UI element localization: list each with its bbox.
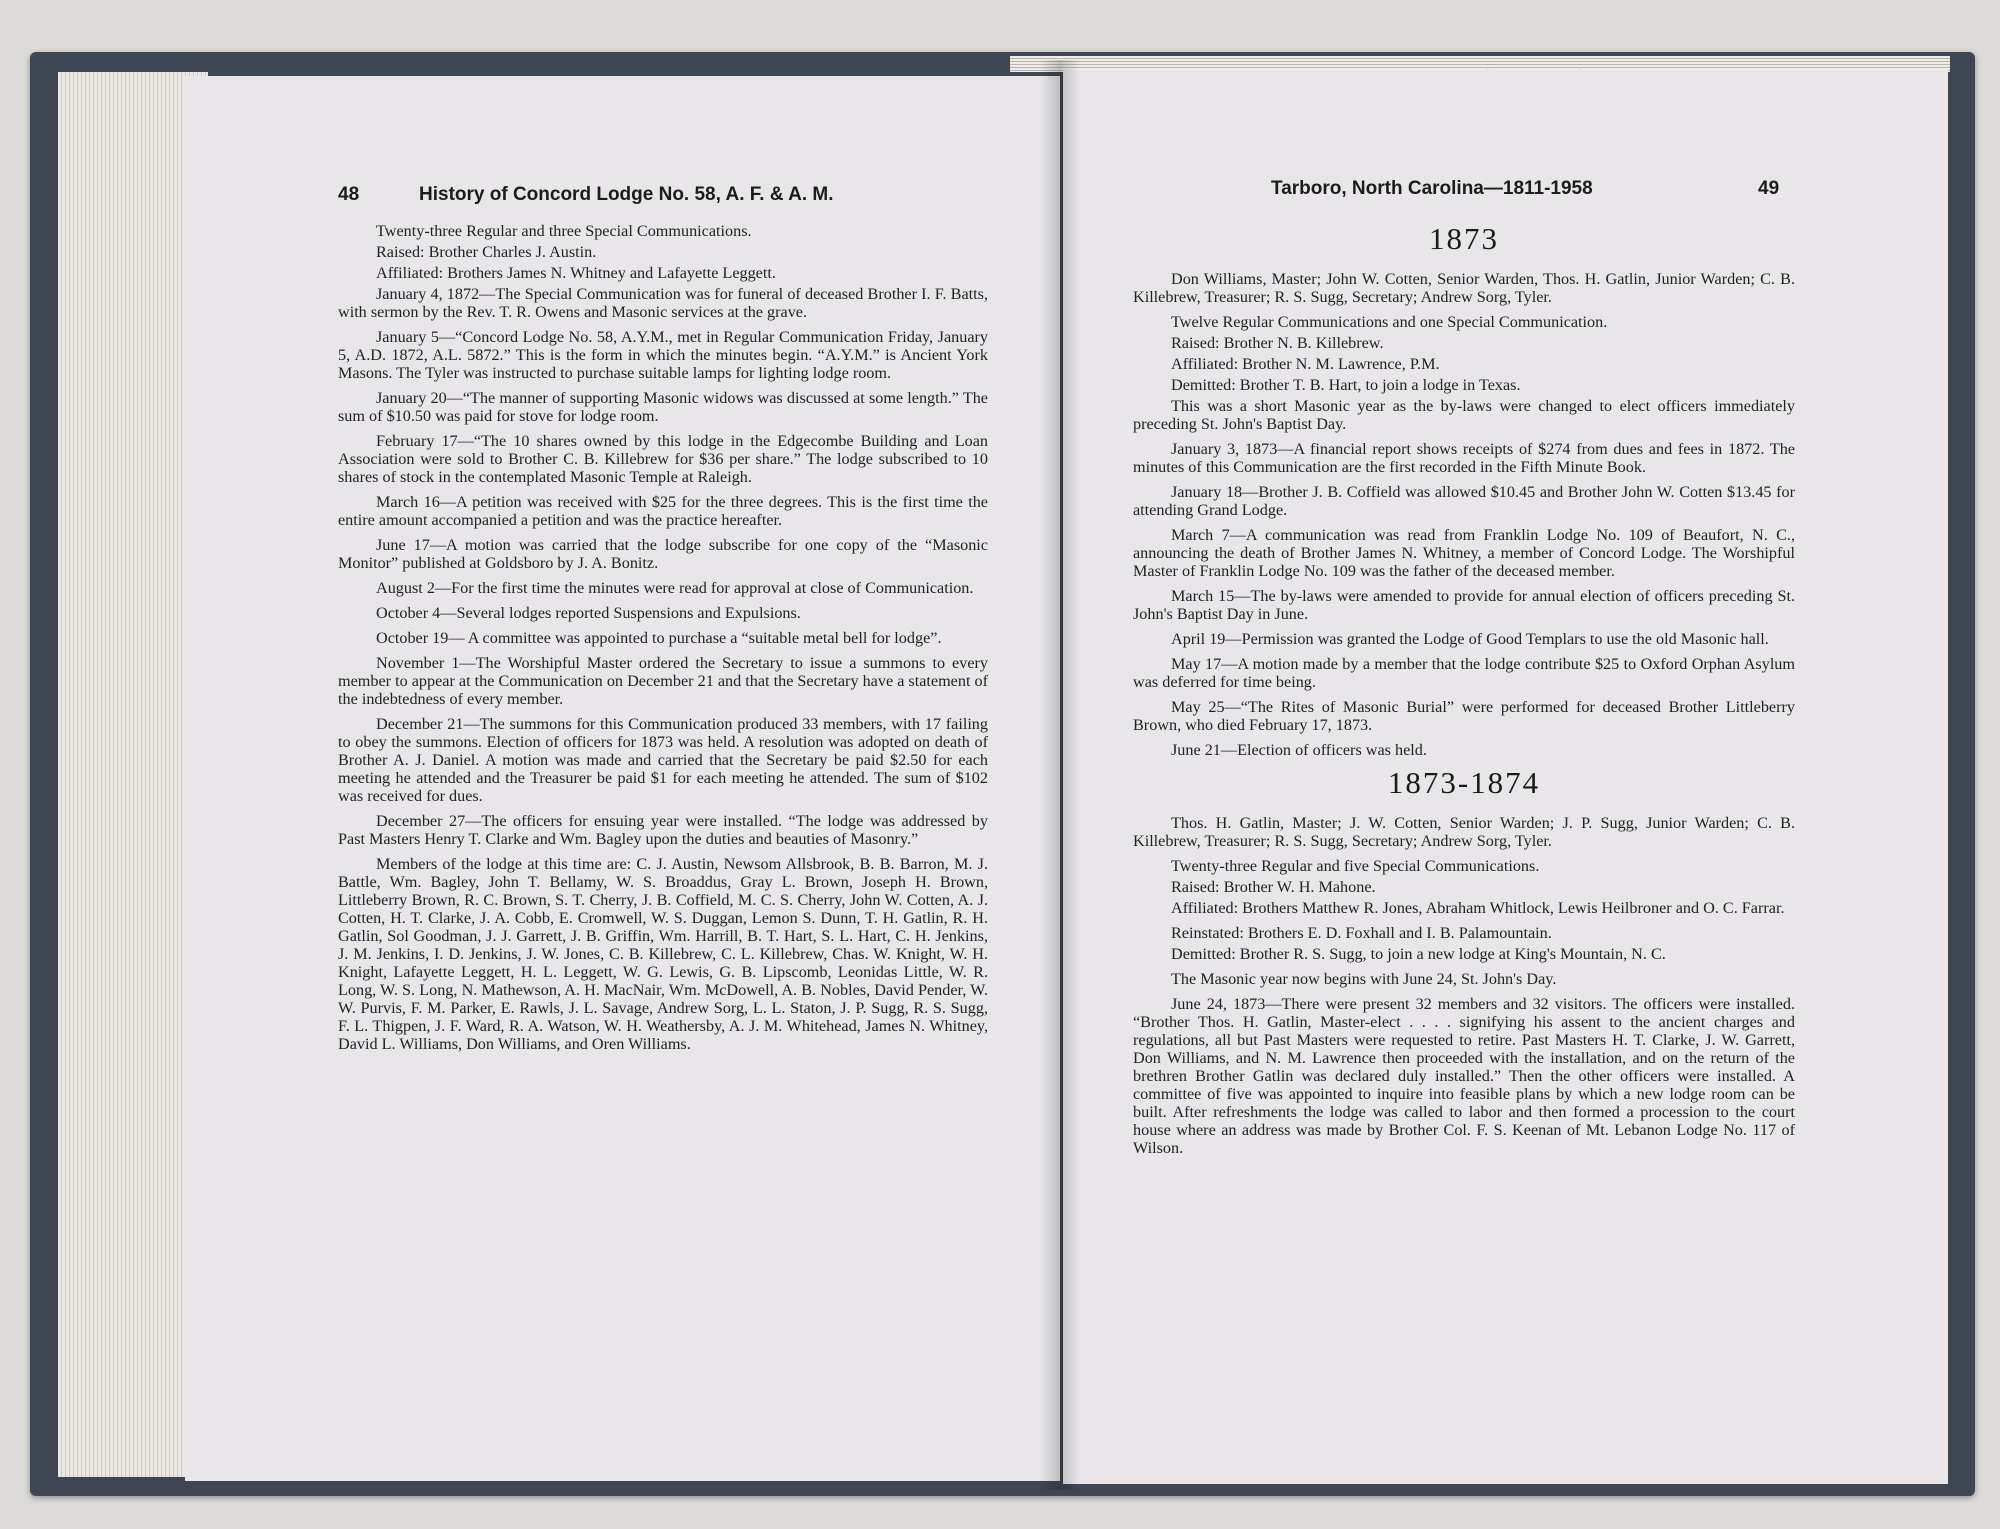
paragraph: Raised: Brother W. H. Mahone. bbox=[1171, 878, 1376, 896]
running-header: Tarboro, North Carolina—1811-1958 bbox=[1271, 178, 1593, 199]
paragraph: Reinstated: Brothers E. D. Foxhall and I. B. Palamountain. bbox=[1171, 924, 1552, 942]
paragraph: Twelve Regular Communications and one Special Communication. bbox=[1171, 313, 1608, 331]
paragraph: Raised: Brother Charles J. Austin. bbox=[376, 243, 597, 261]
paragraph: January 20—“The manner of supporting Masonic widows was discussed at some length.” The sum of $10.50 was paid for stove for lodge room. bbox=[338, 389, 988, 425]
paragraph: October 19— A committee was appointed to purchase a “suitable metal bell for lodge”. bbox=[376, 629, 942, 647]
right-page-body bbox=[1133, 218, 1795, 1164]
year-heading-1873: 1873 bbox=[1429, 221, 1499, 256]
page-number: 49 bbox=[1758, 178, 1780, 199]
paragraph: Don Williams, Master; John W. Cotten, Senior Warden, Thos. H. Gatlin, Junior Warden; C. B. Killebrew, Treasurer; R. S. Sugg, Secretary; Andrew Sorg, Tyler. bbox=[1133, 270, 1795, 306]
paragraph: May 25—“The Rites of Masonic Burial” were performed for deceased Brother Littleberry Brown, who died February 17, 1873. bbox=[1133, 698, 1795, 734]
left-page bbox=[185, 76, 1060, 1481]
paragraph: Raised: Brother N. B. Killebrew. bbox=[1171, 334, 1384, 352]
paragraph: Twenty-three Regular and five Special Communications. bbox=[1171, 857, 1540, 875]
paragraph: January 4, 1872—The Special Communication was for funeral of deceased Brother I. F. Batts, with sermon by the Rev. T. R. Owens and Masonic services at the grave. bbox=[338, 285, 988, 321]
paragraph: Thos. H. Gatlin, Master; J. W. Cotten, Senior Warden; J. P. Sugg, Junior Warden; C. B. Killebrew, Treasurer; R. S. Sugg, Secretary; Andrew Sorg, Tyler. bbox=[1133, 814, 1795, 850]
running-header: History of Concord Lodge No. 58, A. F. & A. M. bbox=[419, 184, 834, 205]
paragraph: June 17—A motion was carried that the lodge subscribe for one copy of the “Masonic Monitor” published at Goldsboro by J. A. Bonitz. bbox=[338, 536, 988, 572]
paragraph: March 7—A communication was read from Franklin Lodge No. 109 of Beaufort, N. C., announcing the death of Brother James N. Whitney, a member of Concord Lodge. The Worshipful Master of Franklin Lodge No. 109 was the father of the deceased member. bbox=[1133, 526, 1795, 580]
paragraph: January 5—“Concord Lodge No. 58, A.Y.M., met in Regular Communication Friday, January 5, A.D. 1872, A.L. 5872.” This is the form in which the minutes begin. “A.Y.M.” is Ancient York Masons. The Tyler was instructed to purchase suitable lamps for lighting lodge room. bbox=[338, 328, 988, 382]
year-heading-1873-1874: 1873-1874 bbox=[1387, 765, 1541, 800]
paragraph: Members of the lodge at this time are: C. J. Austin, Newsom Allsbrook, B. B. Barron, M. J. Battle, Wm. Bagley, John T. Bellamy, W. S. Broaddus, Gray L. Brown, Joseph H. Brown, Littleberry Brown, R. C. Brown, S. T. Cherry, J. B. Coffield, M. C. S. Cherry, John W. Cotten, A. J. Cotten, H. T. Clarke, J. A. Cobb, E. Cromwell, W. S. Duggan, Lemon S. Dunn, T. H. Gatlin, R. H. Gatlin, Sol Goodman, J. J. Garrett, J. B. Griffin, Wm. Harrill, B. T. Hart, S. L. Hart, C. H. Jenkins, J. M. Jenkins, I. D. Jenkins, J. W. Jones, C. B. Killebrew, C. L. Killebrew, Chas. W. Knight, W. H. Knight, Lafayette Leggett, H. L. Leggett, W. G. Lewis, G. B. Lipscomb, Leonidas Little, W. R. Long, W. S. Long, N. Mathewson, A. H. MacNair, Wm. McDowell, A. B. Nobles, David Pender, W. W. Purvis, F. M. Parker, E. Rawls, J. L. Savage, Andrew Sorg, L. L. Staton, J. P. Sugg, R. S. Sugg, F. L. Thigpen, J. F. Ward, R. A. Watson, W. H. Weathersby, A. J. M. Whitehead, James N. Whitney, David L. Williams, Don Williams, and Oren Williams. bbox=[338, 855, 988, 1053]
paragraph: December 27—The officers for ensuing year were installed. “The lodge was addressed by Past Masters Henry T. Clarke and Wm. Bagley upon the duties and beauties of Masonry.” bbox=[338, 812, 988, 848]
paragraph: May 17—A motion made by a member that the lodge contribute $25 to Oxford Orphan Asylum was deferred for time being. bbox=[1133, 655, 1795, 691]
paragraph: January 18—Brother J. B. Coffield was allowed $10.45 and Brother John W. Cotten $13.45 for attending Grand Lodge. bbox=[1133, 483, 1795, 519]
paragraph: June 21—Election of officers was held. bbox=[1171, 741, 1427, 759]
paragraph: January 3, 1873—A financial report shows receipts of $274 from dues and fees in 1872. The minutes of this Communication are the first recorded in the Fifth Minute Book. bbox=[1133, 440, 1795, 476]
paragraph: August 2—For the first time the minutes were read for approval at close of Communication. bbox=[376, 579, 974, 597]
paragraph: Demitted: Brother T. B. Hart, to join a lodge in Texas. bbox=[1171, 376, 1521, 394]
page-number: 48 bbox=[338, 184, 360, 205]
paragraph: April 19—Permission was granted the Lodge of Good Templars to use the old Masonic hall. bbox=[1171, 630, 1769, 648]
paragraph: March 15—The by-laws were amended to provide for annual election of officers preceding St. John's Baptist Day in June. bbox=[1133, 587, 1795, 623]
paragraph: February 17—“The 10 shares owned by this lodge in the Edgecombe Building and Loan Association were sold to Brother C. B. Killebrew for $36 per share.” The lodge subscribed to 10 shares of stock in the contemplated Masonic Temple at Raleigh. bbox=[338, 432, 988, 486]
paragraph: Affiliated: Brother N. M. Lawrence, P.M. bbox=[1171, 355, 1440, 373]
paragraph: October 4—Several lodges reported Suspensions and Expulsions. bbox=[376, 604, 801, 622]
paragraph: Affiliated: Brothers Matthew R. Jones, Abraham Whitlock, Lewis Heilbroner and O. C. Farrar. bbox=[1171, 899, 1785, 917]
paragraph: This was a short Masonic year as the by-laws were changed to elect officers immediately preceding St. John's Baptist Day. bbox=[1133, 397, 1795, 433]
paragraph: The Masonic year now begins with June 24, St. John's Day. bbox=[1171, 970, 1557, 988]
paragraph: December 21—The summons for this Communication produced 33 members, with 17 failing to obey the summons. Election of officers for 1873 was held. A resolution was adopted on death of Brother A. J. Daniel. A motion was made and carried that the Secretary be paid $2.50 for each meeting he attended and the Treasurer be paid $1 for each meeting he attended. The sum of $102 was received for dues. bbox=[338, 715, 988, 805]
paragraph: November 1—The Worshipful Master ordered the Secretary to issue a summons to every member to appear at the Communication on December 21 and that the Secretary have a statement of the indebtedness of every member. bbox=[338, 654, 988, 708]
paragraph: Demitted: Brother R. S. Sugg, to join a new lodge at King's Mountain, N. C. bbox=[1171, 945, 1666, 963]
left-page-body bbox=[338, 222, 988, 1060]
right-page bbox=[1063, 70, 1948, 1484]
paragraph: March 16—A petition was received with $25 for the three degrees. This is the first time the entire amount accompanied a petition and was the practice hereafter. bbox=[338, 493, 988, 529]
paragraph: June 24, 1873—There were present 32 members and 32 visitors. The officers were installed. “Brother Thos. H. Gatlin, Master-elect . . . . signifying his assent to the ancient charges and regulations, all but Past Masters were requested to retire. Past Masters H. T. Clarke, J. W. Garrett, Don Williams, and N. M. Lawrence then proceeded with the installation, and on the return of the brethren Brother Gatlin was declared duly installed.” Then the other officers were installed. A committee of five was appointed to inquire into feasible plans by which a new lodge room can be built. After refreshments the lodge was called to labor and then formed a procession to the court house where an address was made by Brother Col. F. S. Keenan of Mt. Lebanon Lodge No. 117 of Wilson. bbox=[1133, 995, 1795, 1157]
paragraph: Twenty-three Regular and three Special Communications. bbox=[376, 222, 752, 240]
paragraph: Affiliated: Brothers James N. Whitney and Lafayette Leggett. bbox=[376, 264, 776, 282]
